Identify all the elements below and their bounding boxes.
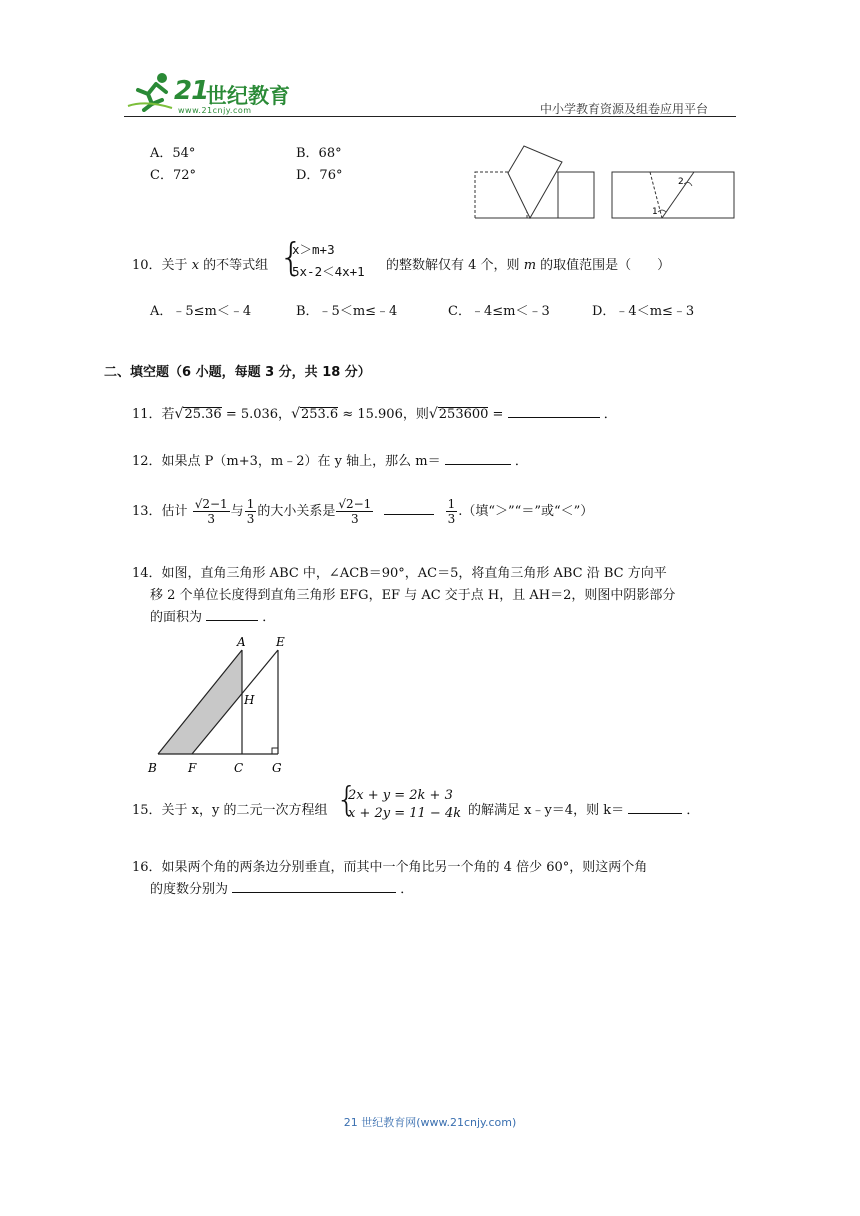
q14-line2: 移 2 个单位长度得到直角三角形 EFG，EF 与 AC 交于点 H，且 AH＝2，则图中阴影部分 [150,588,676,603]
q13 [132,497,593,526]
section-2-title: 二、填空题（6 小题，每题 3 分，共 18 分） [104,365,371,380]
label-F: F [188,761,197,775]
q14-line1: 14．如图，直角三角形 ABC 中，∠ACB＝90°，AC＝5，将直角三角形 ABC 沿 BC 方向平 [132,566,667,581]
label-B: B [148,761,157,775]
q10-inequality-2: 5x-2＜4x+1 [292,264,365,279]
logo-url: www.21cnjy.com [178,106,252,115]
q10-option-b: B．﹣5＜m≤﹣4 [296,304,398,319]
q10-suffix: 的取值范围是（ ） [540,258,671,273]
q9-option-c: C．72° [150,168,196,183]
q13-fraction-4: $\frac{1}{3}$ [447,497,456,526]
angle-label-2: 2 [678,177,684,187]
angle-label-1: 1 [652,207,658,217]
q10-inequality-1: x＞m+3 [292,242,335,257]
q13-fraction-3: $\frac{√2-1}{3}$ [338,497,372,526]
q10-option-c: C．﹣4≤m＜﹣3 [448,304,550,319]
q10-prefix: 10．关于 [132,258,188,273]
q11-radicand-2: 253.6 [300,407,339,422]
label-C: C [234,761,244,775]
q11-eq3: = [488,407,504,422]
q11-end: ． [603,407,617,422]
q10-option-a: A．﹣5≤m＜﹣4 [150,304,252,319]
q10-option-d: D．﹣4＜m≤﹣3 [592,304,695,319]
q16-end: ． [400,882,414,897]
q13-suffix: .（填“＞”“＝”或“＜”） [458,504,594,519]
q15-prefix: 15．关于 x，y 的二元一次方程组 [132,803,328,818]
q10-var-m: m [523,258,537,273]
footer-link[interactable]: 21 世纪教育网(www.21cnjy.com) [343,1116,517,1129]
q14-line3 [150,606,275,625]
q11-prefix: 11．若 [132,407,175,422]
q12 [132,450,528,469]
q14-line3-text: 的面积为 [150,610,203,625]
q10-var-x: x [191,258,200,273]
q11-radicand-1: 25.36 [184,407,222,422]
label-G: G [272,761,282,775]
q12-end: ． [514,454,528,469]
q13-answer-blank[interactable] [384,500,434,515]
q9-option-a: A．54° [150,146,196,161]
q15-suffix: 的解满足 x﹣y＝4，则 k＝ [468,803,625,818]
q10-stem-end [386,254,670,273]
q9-folded-paper-figure [472,140,738,222]
q10-stem [132,254,268,273]
q14-triangle-translation-figure [140,632,300,778]
q15-equation-2: x + 2y = 11 − 4k [348,806,462,821]
q13-fraction-2: $\frac{1}{3}$ [246,497,255,526]
q12-answer-blank[interactable] [445,450,511,465]
q11: 11．若√25.36 = 5.036，√253.6 ≈ 15.906，则√253600 = ． [132,403,617,422]
q10-brace: { [279,235,304,279]
q13-mid1: 与 [230,504,244,519]
label-H: H [244,693,255,707]
q10-mid1: 的不等式组 [203,258,269,273]
runner-logo-icon [126,70,178,112]
q10-mid2: 的整数解仅有 4 个，则 [386,258,520,273]
q15-equation-1: 2x + y = 2k + 3 [348,788,453,803]
q16-line2 [150,878,413,897]
q9-option-d: D．76° [296,168,343,183]
q13-fraction-1: $\frac{√2-1}{3}$ [194,497,228,526]
q15-end: ． [686,803,700,818]
label-A: A [237,635,246,649]
q16-line1: 16．如果两个角的两条边分别垂直，而其中一个角比另一个角的 4 倍少 60°，则这两个角 [132,860,648,875]
q12-text: 12．如果点 P（m+3，m﹣2）在 y 轴上，那么 m＝ [132,454,441,469]
q15-brace: { [336,780,358,820]
q11-answer-blank[interactable] [508,403,600,418]
q15-end-line [468,799,699,818]
q13-mid2: 的大小关系是 [257,504,336,519]
q14-end: ． [262,610,276,625]
q13-prefix: 13．估计 [132,504,188,519]
q15-answer-blank[interactable] [628,799,682,814]
label-E: E [276,635,285,649]
q11-eq2: ≈ 15.906，则 [338,407,429,422]
q11-eq1: = 5.036， [221,407,292,422]
q14-answer-blank[interactable] [206,606,258,621]
logo-number: 21 [174,76,209,106]
logo-text: 世纪教育 [206,84,290,108]
header-divider [124,116,736,117]
q11-radicand-3: 253600 [438,407,489,422]
q16-line2-text: 的度数分别为 [150,882,229,897]
q16-answer-blank[interactable] [232,878,396,893]
q9-option-b: B．68° [296,146,342,161]
header-platform-text: 中小学教育资源及组卷应用平台 [540,102,709,116]
